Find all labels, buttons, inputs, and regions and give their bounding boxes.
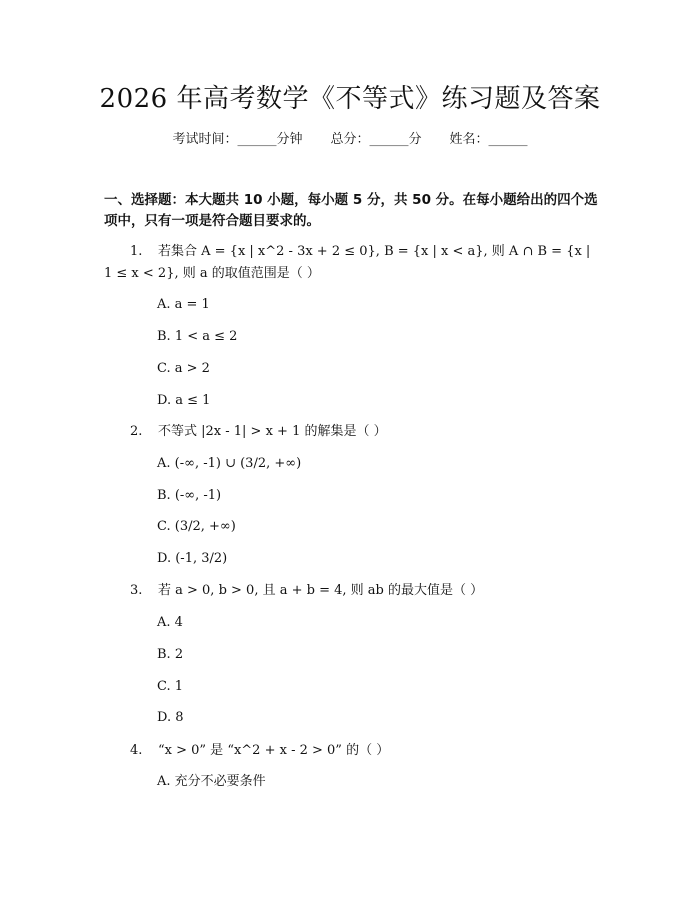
page-title: 2026 年高考数学《不等式》练习题及答案 xyxy=(99,84,601,114)
question-stem: 不等式 |2x - 1| > x + 1 的解集是（ ） xyxy=(158,424,387,439)
option-2d: D. (-1, 3/2) xyxy=(157,551,228,566)
question-2 xyxy=(104,421,602,443)
option-3d: D. 8 xyxy=(157,710,184,725)
option-1d: D. a ≤ 1 xyxy=(157,393,211,408)
total-score-label: 总分：______分 xyxy=(330,132,422,147)
question-stem: 若 a > 0, b > 0, 且 a + b = 4, 则 ab 的最大值是（ ） xyxy=(158,583,484,598)
option-3c: C. 1 xyxy=(157,679,184,694)
option-4a: A. 充分不必要条件 xyxy=(157,774,266,789)
question-3 xyxy=(104,580,602,602)
option-3b: B. 2 xyxy=(157,647,184,662)
option-1a: A. a = 1 xyxy=(157,297,210,312)
question-number: 4. xyxy=(130,743,143,758)
question-stem: “x > 0” 是 “x^2 + x - 2 > 0” 的（ ） xyxy=(158,743,390,758)
section-heading: 一、选择题：本大题共 10 小题，每小题 5 分，共 50 分。在每小题给出的四个选项中，只有一项是符合题目要求的。 xyxy=(104,192,598,229)
option-2c: C. (3/2, +∞) xyxy=(157,519,236,534)
option-1c: C. a > 2 xyxy=(157,361,210,376)
exam-meta xyxy=(0,130,700,150)
option-2b: B. (-∞, -1) xyxy=(157,488,222,503)
question-stem: 若集合 A = {x | x^2 - 3x + 2 ≤ 0}, B = {x | x < a}, 则 A ∩ B = {x | 1 ≤ x < 2}, 则 a 的取值范围是（ ） xyxy=(104,244,591,281)
option-2a: A. (-∞, -1) ∪ (3/2, +∞) xyxy=(157,456,302,471)
exam-time-label: 考试时间：______分钟 xyxy=(172,132,303,147)
option-3a: A. 4 xyxy=(157,615,183,630)
student-name-label: 姓名：______ xyxy=(449,132,528,147)
question-number: 1. xyxy=(130,244,143,259)
option-1b: B. 1 < a ≤ 2 xyxy=(157,329,238,344)
question-number: 3. xyxy=(130,583,143,598)
question-number: 2. xyxy=(130,424,143,439)
question-1 xyxy=(104,241,602,285)
question-4 xyxy=(104,740,602,762)
